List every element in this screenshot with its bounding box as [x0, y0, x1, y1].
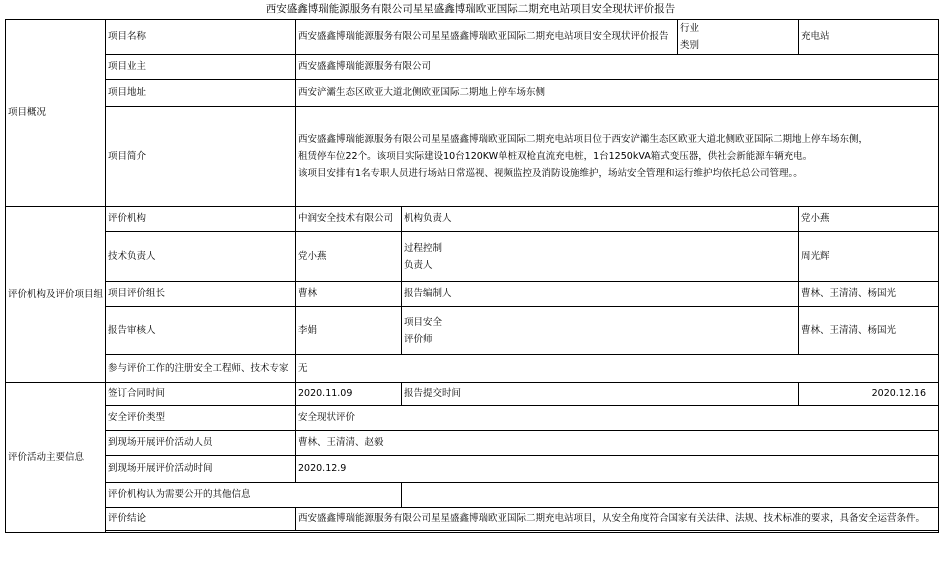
other-value [402, 483, 939, 508]
evaluator-label [402, 307, 799, 355]
sign-label: 签订合同时间 [106, 383, 296, 406]
address-value: 西安浐灞生态区欧亚大道北侧欧亚国际二期地上停车场东侧 [296, 80, 939, 107]
evaluator-value: 曹林、王清清、杨国光 [799, 307, 939, 355]
section-agency: 评价机构及评价项目组 [6, 207, 106, 383]
row-conclusion [6, 508, 939, 531]
address-label: 项目地址 [106, 80, 296, 107]
row-experts [6, 355, 939, 383]
process-head-label [402, 232, 799, 282]
staff-value: 曹林、王清清、赵毅 [296, 431, 939, 456]
conclusion-value: 西安盛鑫博瑞能源服务有限公司星星盛鑫博瑞欧亚国际二期充电站项目，从安全角度符合国家有关法律、法规、技术标准的要求，具备安全运营条件。 [296, 508, 939, 531]
intro-label: 项目简介 [106, 107, 296, 207]
conclusion-label: 评价结论 [106, 508, 296, 531]
industry-label [678, 20, 799, 55]
industry-value: 充电站 [799, 20, 939, 55]
tech-head-value: 党小燕 [296, 232, 402, 282]
leader-label: 项目评价组长 [106, 282, 296, 307]
intro-value [296, 107, 939, 207]
industry-label-line2: 类别 [680, 40, 700, 51]
other-label: 评价机构认为需要公开的其他信息 [106, 483, 402, 508]
intro-line-2: 租赁停车位22个。该项目实际建设10台120KW单桩双枪直流充电桩，1台1250kVA箱式变压器，供社会新能源车辆充电。 [298, 151, 813, 162]
row-project-name [6, 20, 939, 55]
experts-value: 无 [296, 355, 939, 383]
row-sign [6, 383, 939, 406]
process-head-label-line1: 过程控制 [404, 242, 443, 254]
evaluator-label-line1: 项目安全 [404, 316, 443, 328]
org-label: 评价机构 [106, 207, 296, 232]
writer-value: 曹林、王清清、杨国光 [799, 282, 939, 307]
org-head-label: 机构负责人 [402, 207, 799, 232]
row-reviewer [6, 307, 939, 355]
type-label: 安全评价类型 [106, 406, 296, 431]
tech-head-label: 技术负责人 [106, 232, 296, 282]
section-activity: 评价活动主要信息 [6, 383, 106, 533]
row-address [6, 80, 939, 107]
sign-value: 2020.11.09 [296, 383, 402, 406]
project-name-value: 西安盛鑫博瑞能源服务有限公司星星盛鑫博瑞欧亚国际二期充电站项目安全现状评价报告 [296, 20, 678, 55]
row-staff [6, 431, 939, 456]
project-name-label: 项目名称 [106, 20, 296, 55]
report-title: 西安盛鑫博瑞能源服务有限公司星星盛鑫博瑞欧亚国际二期充电站项目安全现状评价报告 [265, 3, 676, 15]
type-value: 安全现状评价 [296, 406, 939, 431]
owner-value: 西安盛鑫博瑞能源服务有限公司 [296, 55, 939, 80]
writer-label: 报告编制人 [402, 282, 799, 307]
intro-line-3: 该项目安排有1名专职人员进行场站日常巡视、视频监控及消防设施维护，场站安全管理和运行维护均依托总公司管理。。 [298, 168, 803, 179]
intro-line-1: 西安盛鑫博瑞能源服务有限公司星星盛鑫博瑞欧亚国际二期充电站项目位于西安浐灞生态区欧亚大道北侧欧亚国际二期地上停车场东侧， [298, 134, 869, 145]
evaluator-label-line2: 评价师 [404, 333, 433, 345]
owner-label: 项目业主 [106, 55, 296, 80]
time-value: 2020.12.9 [296, 456, 939, 483]
reviewer-value: 李娟 [296, 307, 402, 355]
row-type [6, 406, 939, 431]
reviewer-label: 报告审核人 [106, 307, 296, 355]
org-value: 中润安全技术有限公司 [296, 207, 402, 232]
row-time [6, 456, 939, 483]
submit-value: 2020.12.16 [799, 383, 939, 406]
row-leader [6, 282, 939, 307]
row-other [6, 483, 939, 508]
row-org [6, 207, 939, 232]
experts-label: 参与评价工作的注册安全工程师、技术专家 [106, 355, 296, 383]
leader-value: 曹林 [296, 282, 402, 307]
process-head-label-line2: 负责人 [404, 259, 433, 271]
bottom-spacer-cell [106, 531, 939, 533]
report-table [5, 19, 939, 533]
row-owner [6, 55, 939, 80]
row-intro [6, 107, 939, 207]
time-label: 到现场开展评价活动时间 [106, 456, 296, 483]
section-overview: 项目概况 [6, 20, 106, 207]
org-head-value: 党小燕 [799, 207, 939, 232]
process-head-value: 周光辉 [799, 232, 939, 282]
submit-label: 报告提交时间 [402, 383, 799, 406]
row-tech-head [6, 232, 939, 282]
industry-label-line1: 行业 [680, 23, 700, 34]
staff-label: 到现场开展评价活动人员 [106, 431, 296, 456]
row-bottom-spacer [6, 531, 939, 533]
